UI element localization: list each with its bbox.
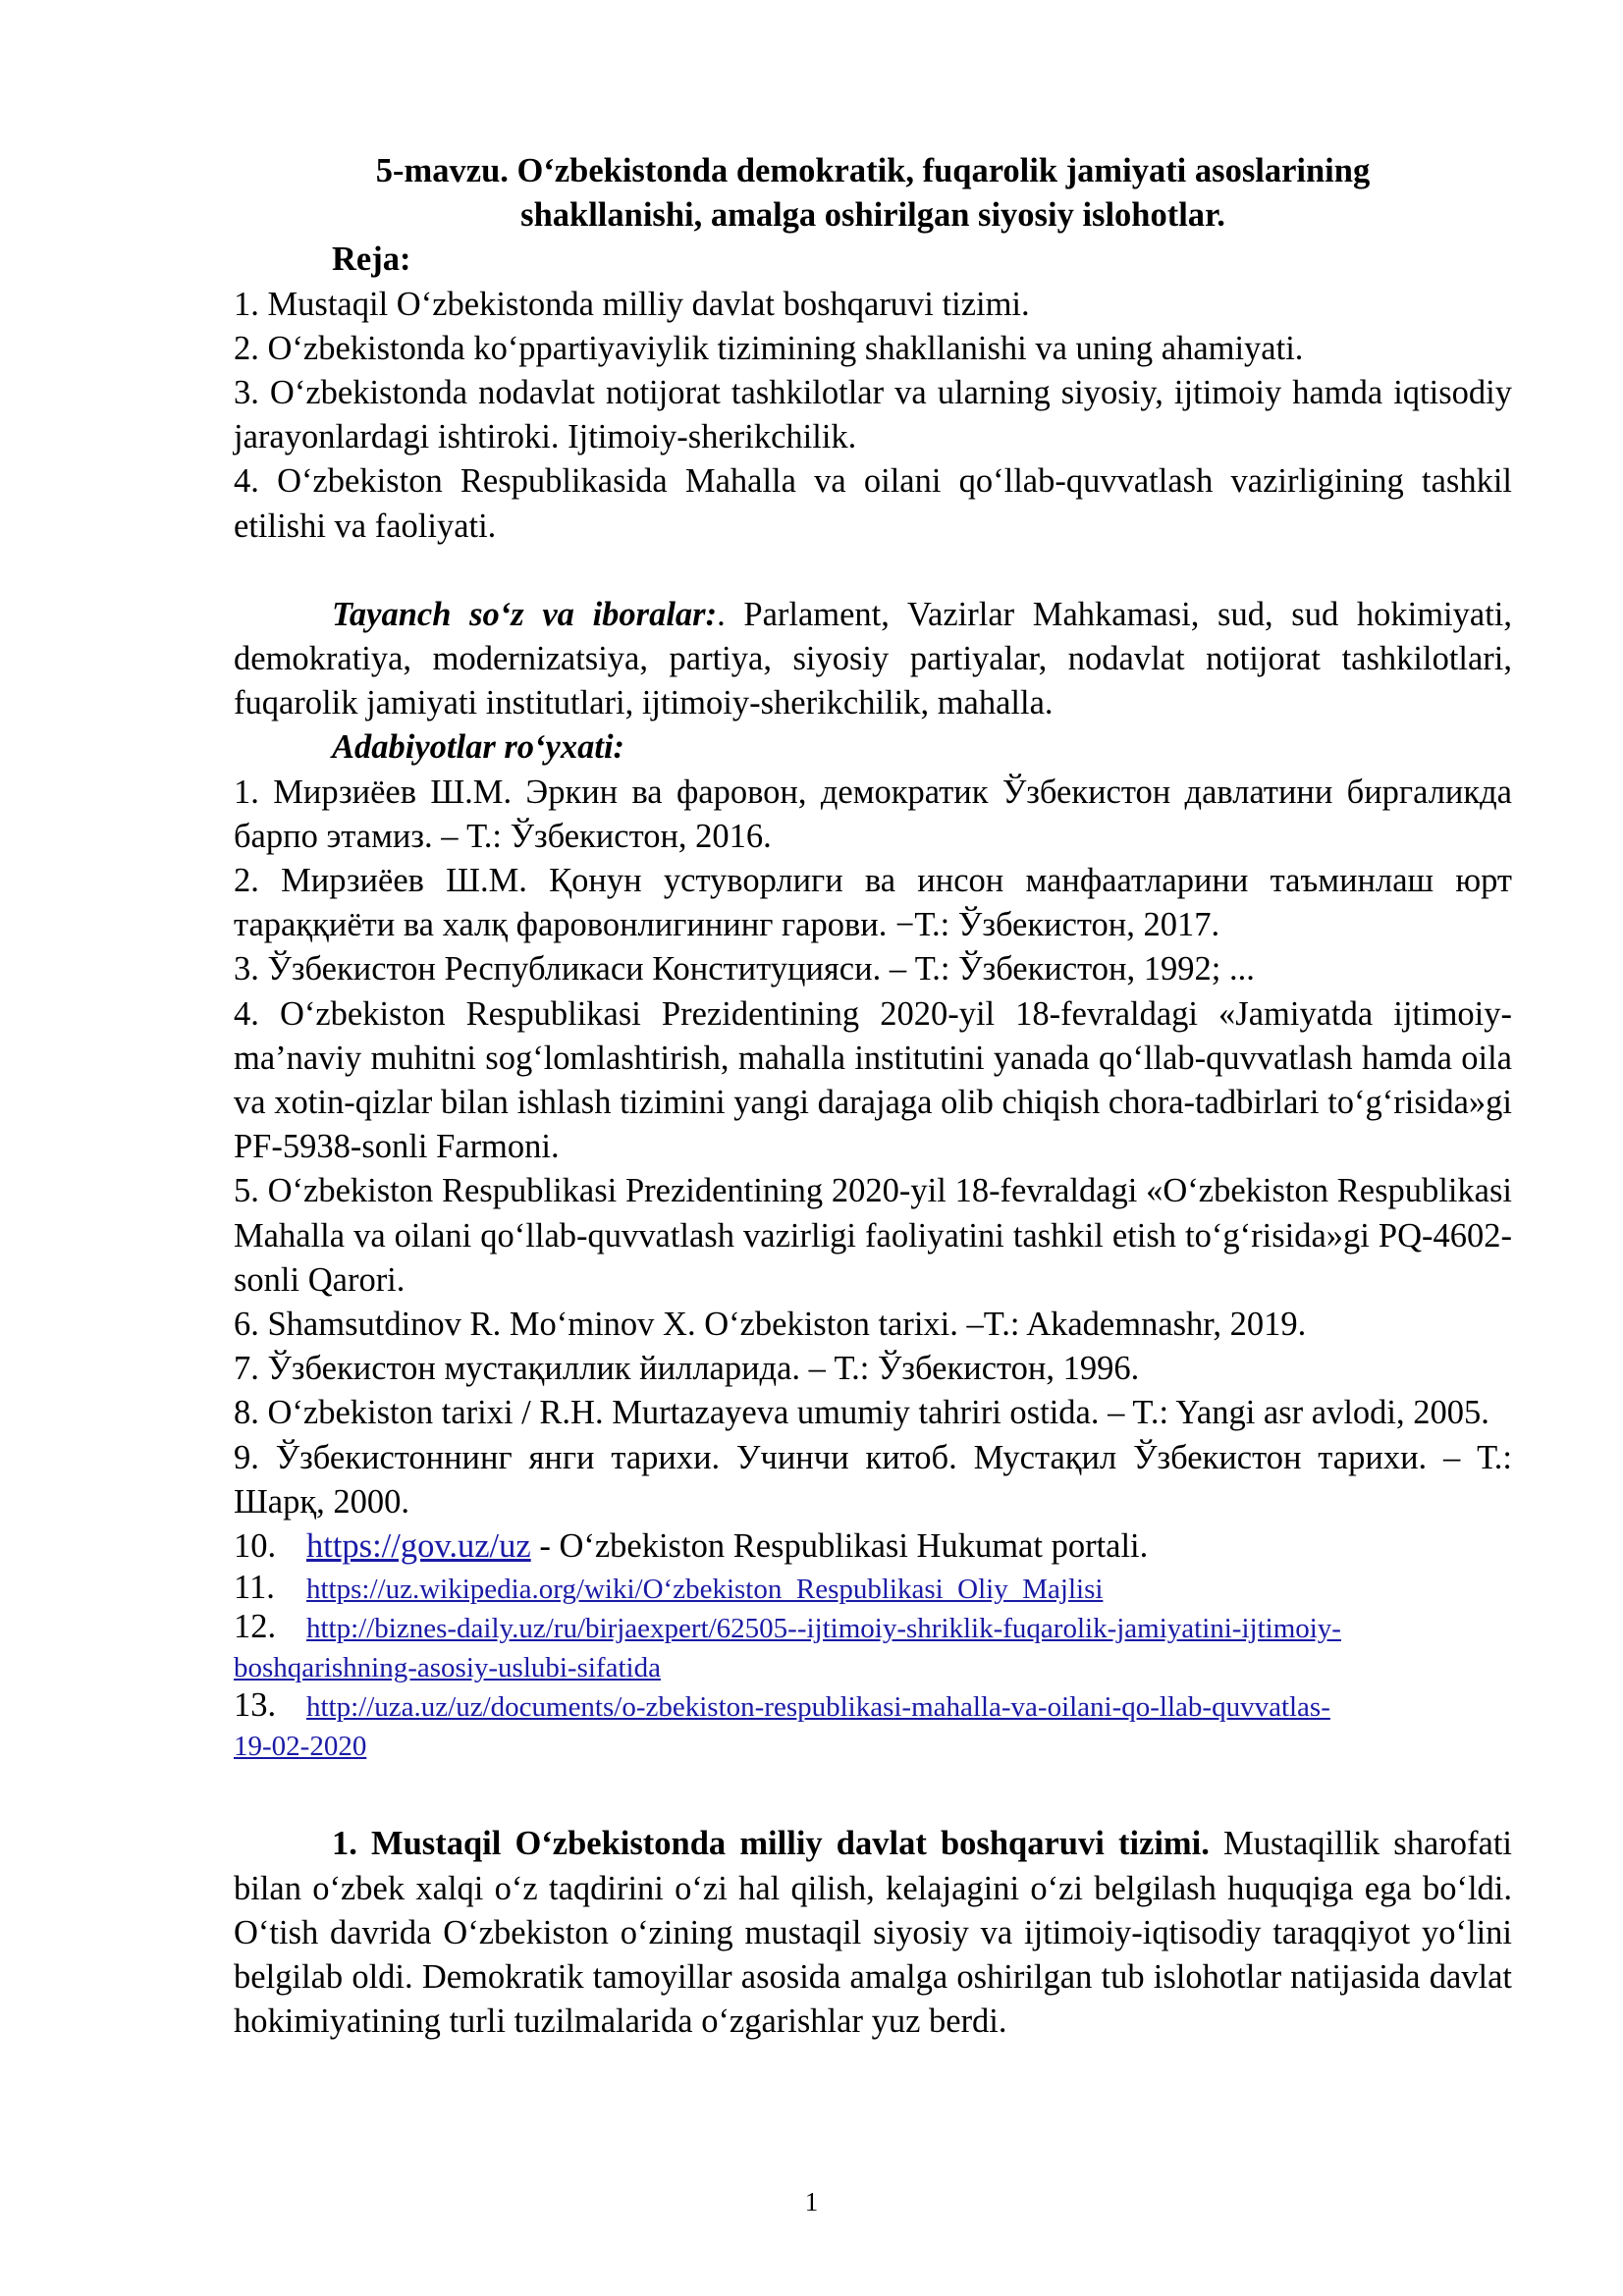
- literature-item-8: 8. O‘zbekiston tarixi / R.H. Murtazayeva umumiy tahriri ostida. – T.: Yangi asr avlodi, 2005.: [234, 1394, 1489, 1432]
- section-1-heading: 1. Mustaqil O‘zbekistonda milliy davlat boshqaruvi tizimi.: [332, 1825, 1210, 1863]
- wikipedia-link[interactable]: https://uz.wikipedia.org/wiki/O‘zbekiston_Respublikasi_Oliy_Majlisi: [306, 1574, 1104, 1606]
- keywords-heading: Tayanch so‘z va iboralar:: [332, 595, 718, 633]
- section-1-text: Mustaqillik sharofati bilan o‘zbek xalqi o‘z taqdirini o‘zi hal qilish, kelajagini o‘zi belgilash huquqiga ega bo‘ldi. O‘tish davrida O‘zbekiston o‘zining mustaqil siyosiy va ijtimoiy-iqtisodiy taraqqiyot yo‘lini belgilab oldi. Demokratik tamoyillar asosida amalga oshirilgan tub islohotlar natijasida davlat hokimiyatining turli tuzilmalarida o‘zgarishlar yuz berdi.: [234, 1825, 1512, 2041]
- literature-item-11: [234, 1569, 1512, 1608]
- literature-item-6: 6. Shamsutdinov R. Mo‘minov X. O‘zbekiston tarixi. –T.: Akademnashr, 2019.: [234, 1306, 1307, 1344]
- spacer: [234, 549, 1512, 593]
- link-description: - O‘zbekiston Respublikasi Hukumat portali.: [530, 1527, 1149, 1566]
- plan-item-4: 4. O‘zbekiston Respublikasida Mahalla va oilani qo‘llab-quvvatlash vazirligining tashkil etilishi va faoliyati.: [234, 462, 1512, 545]
- page-number: 1: [804, 2187, 819, 2216]
- document-page: [234, 149, 1512, 2044]
- plan-item-3: 3. O‘zbekistonda nodavlat notijorat tashkilotlar va ularning siyosiy, ijtimoiy hamda iqtisodiy jarayonlardagi ishtiroki. Ijtimoiy-sherikchilik.: [234, 374, 1512, 456]
- title-line-1: 5-mavzu. O‘zbekistonda demokratik, fuqarolik jamiyati asoslarining: [375, 152, 1371, 189]
- keywords-paragraph: [234, 593, 1512, 726]
- keywords-text: . Parlament, Vazirlar Mahkamasi, sud, sud hokimiyati, demokratiya, modernizatsiya, partiya, siyosiy partiyalar, nodavlat notijorat tashkilotlari, fuqarolik jamiyati institutlari, ijtimoiy-sherikchilik, mahalla.: [234, 595, 1512, 722]
- uza-link[interactable]: http://uza.uz/uz/documents/o-zbekiston-respublikasi-mahalla-va-oilani-qo-llab-quvvatlas-: [306, 1691, 1330, 1724]
- literature-item-12: [234, 1608, 1512, 1686]
- section-1-paragraph: [234, 1822, 1512, 2044]
- literature-item-3: 3. Ўзбекистон Республикаси Конституцияси. – Т.: Ўзбекистон, 1992; ...: [234, 950, 1255, 988]
- literature-item-5: 5. O‘zbekiston Respublikasi Prezidentining 2020-yil 18-fevraldagi «O‘zbekiston Respublikasi Mahalla va oilani qo‘llab-quvvatlash vazirligi faoliyatini tashkil etish to‘g‘risida»gi PQ-4602-sonli Qarori.: [234, 1172, 1512, 1299]
- item-number: 12.: [234, 1608, 277, 1646]
- literature-item-2: 2. Мирзиёев Ш.М. Қонун устуворлиги ва инсон манфаатларини таъминлаш юрт тараққиёти ва халқ фаровонлигининг гарови. −Т.: Ўзбекистон, 2017.: [234, 862, 1512, 944]
- literature-item-9: 9. Ўзбекистоннинг янги тарихи. Учинчи китоб. Мустақил Ўзбекистон тарихи. – Т.: Шарқ, 2000.: [234, 1438, 1512, 1521]
- page-title: [234, 149, 1512, 238]
- uza-link-continued[interactable]: 19-02-2020: [234, 1731, 367, 1763]
- literature-heading: Adabiyotlar ro‘yxati:: [332, 728, 625, 767]
- biznes-daily-link-continued[interactable]: boshqarishning-asosiy-uslubi-sifatida: [234, 1652, 661, 1684]
- title-line-2: shakllanishi, amalga oshirilgan siyosiy islohotlar.: [520, 196, 1225, 235]
- literature-item-4: 4. O‘zbekiston Respublikasi Prezidentining 2020-yil 18-fevraldagi «Jamiyatda ijtimoiy-ma’naviy muhitni sog‘lomlashtirish, mahalla institutini yanada qo‘llab-quvvatlash hamda oila va xotin-qizlar bilan ishlash tizimini yangi darajaga olib chiqish chora-tadbirlari to‘g‘risida»gi PF-5938-sonli Farmoni.: [234, 994, 1512, 1166]
- literature-item-10: [234, 1524, 1512, 1569]
- gov-portal-link[interactable]: https://gov.uz/uz: [306, 1527, 531, 1566]
- biznes-daily-link[interactable]: http://biznes-daily.uz/ru/birjaexpert/62505--ijtimoiy-shriklik-fuqarolik-jamiyatini-ijtimoiy-: [306, 1613, 1341, 1645]
- item-number: 11.: [234, 1569, 275, 1607]
- item-number: 13.: [234, 1686, 277, 1725]
- plan-item-2: 2. O‘zbekistonda ko‘ppartiyaviylik tizimining shakllanishi va uning ahamiyati.: [234, 329, 1304, 367]
- literature-item-1: 1. Мирзиёев Ш.М. Эркин ва фаровон, демократик Ўзбекистон давлатини биргаликда барпо этамиз. – Т.: Ўзбекистон, 2016.: [234, 773, 1512, 855]
- item-number: 10.: [234, 1527, 277, 1566]
- plan-heading: Reja:: [332, 240, 411, 279]
- spacer: [234, 1765, 1512, 1822]
- literature-item-7: 7. Ўзбекистон мустақиллик йилларида. – Т.: Ўзбекистон, 1996.: [234, 1350, 1140, 1388]
- literature-item-13: [234, 1686, 1512, 1765]
- plan-item-1: 1. Mustaqil O‘zbekistonda milliy davlat boshqaruvi tizimi.: [234, 285, 1030, 323]
